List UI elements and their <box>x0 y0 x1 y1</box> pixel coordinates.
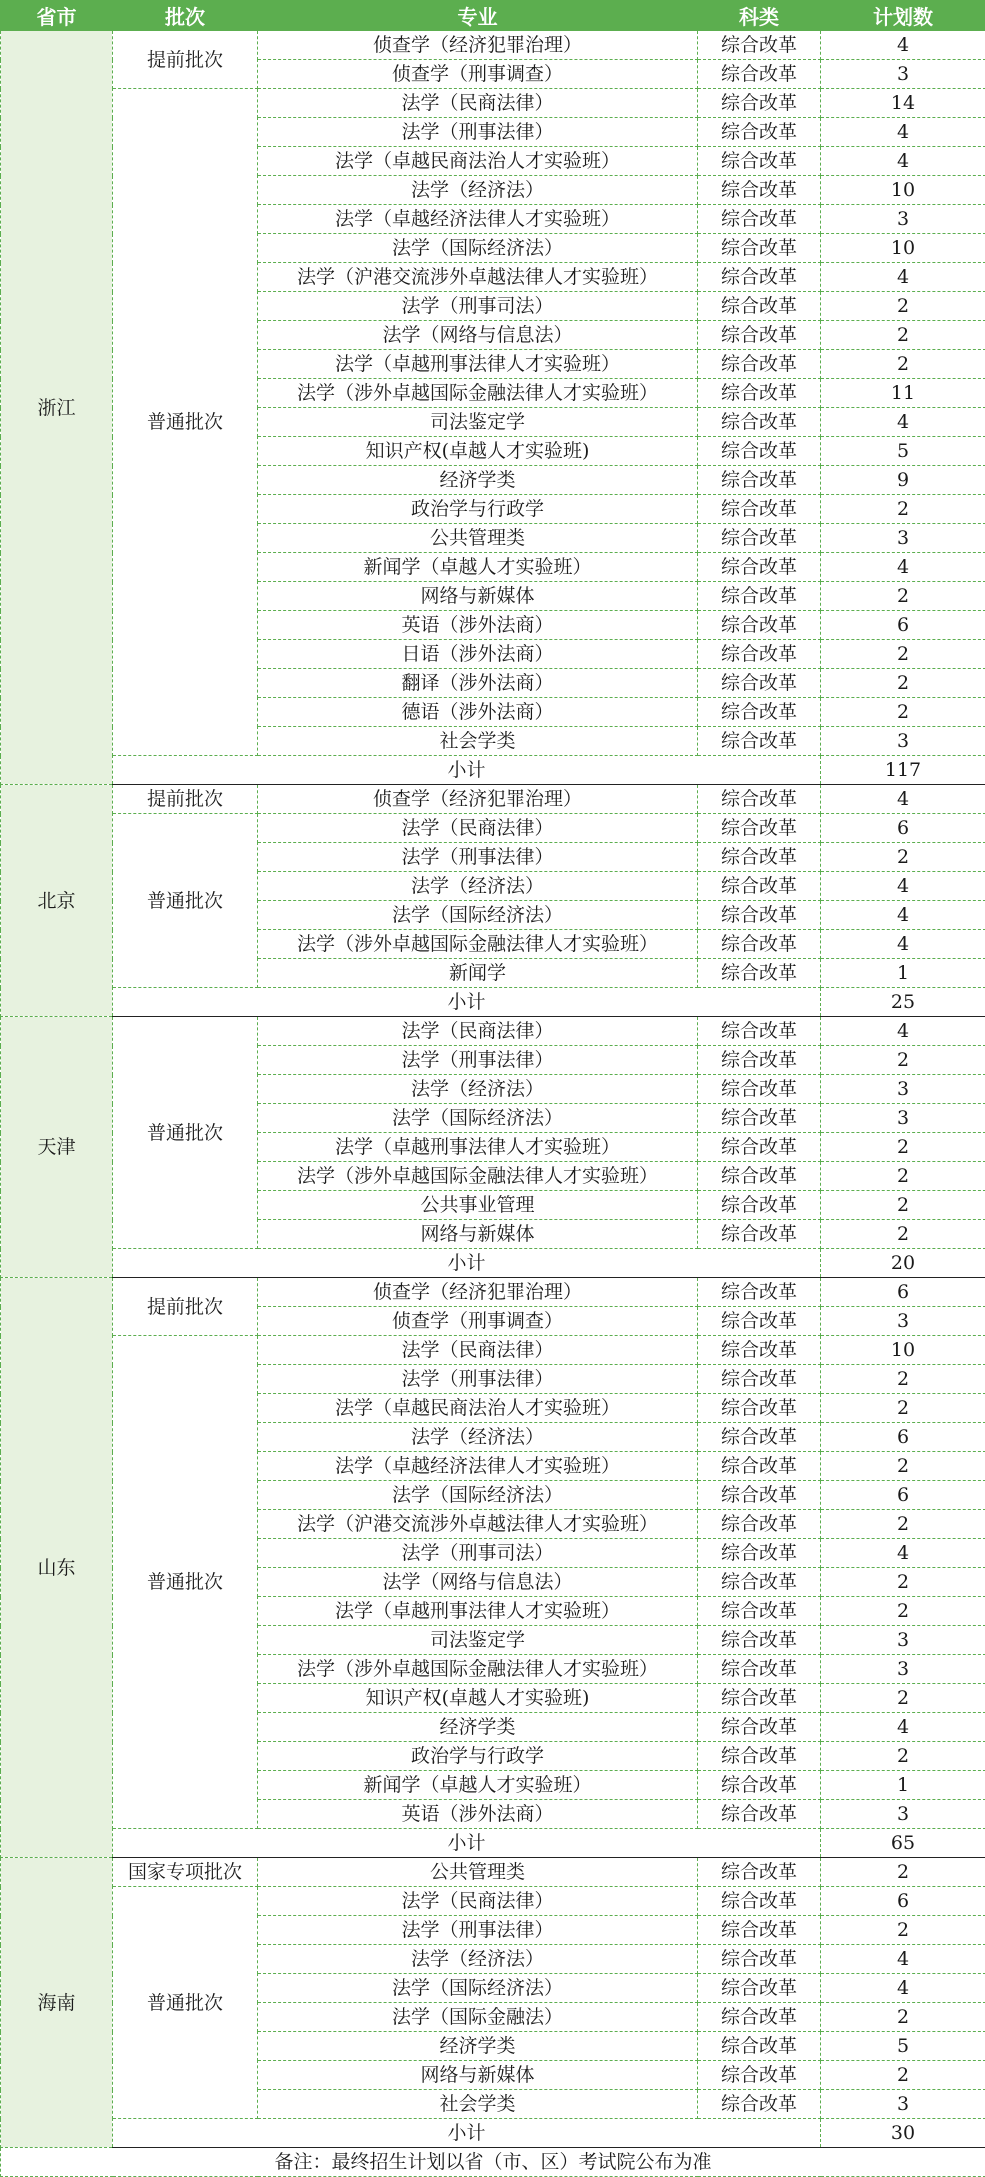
subtotal-value: 65 <box>821 1829 985 1858</box>
count-cell: 10 <box>821 234 985 263</box>
major-cell: 法学（国际经济法） <box>258 901 698 930</box>
province-cell: 山东 <box>1 1278 113 1858</box>
major-cell: 法学（沪港交流涉外卓越法律人才实验班） <box>258 263 698 292</box>
count-cell: 2 <box>821 1046 985 1075</box>
batch-cell: 普通批次 <box>113 1017 258 1249</box>
major-cell: 法学（民商法律） <box>258 89 698 118</box>
count-cell: 14 <box>821 89 985 118</box>
subtotal-row <box>1 2119 985 2148</box>
header-major: 专业 <box>258 1 698 31</box>
count-cell: 6 <box>821 814 985 843</box>
subject-cell: 综合改革 <box>698 553 821 582</box>
count-cell: 4 <box>821 901 985 930</box>
note-row <box>1 2148 985 2177</box>
count-cell: 6 <box>821 1423 985 1452</box>
major-cell: 侦查学（经济犯罪治理） <box>258 31 698 60</box>
table-row <box>1 1858 985 1887</box>
major-cell: 网络与新媒体 <box>258 1220 698 1249</box>
major-cell: 社会学类 <box>258 2090 698 2119</box>
subject-cell: 综合改革 <box>698 60 821 89</box>
subtotal-row <box>1 756 985 785</box>
subject-cell: 综合改革 <box>698 1046 821 1075</box>
major-cell: 法学（卓越经济法律人才实验班） <box>258 205 698 234</box>
subject-cell: 综合改革 <box>698 1365 821 1394</box>
subject-cell: 综合改革 <box>698 176 821 205</box>
count-cell: 3 <box>821 1800 985 1829</box>
subject-cell: 综合改革 <box>698 234 821 263</box>
major-cell: 经济学类 <box>258 2032 698 2061</box>
count-cell: 2 <box>821 669 985 698</box>
batch-cell: 提前批次 <box>113 785 258 814</box>
count-cell: 3 <box>821 205 985 234</box>
count-cell: 10 <box>821 176 985 205</box>
major-cell: 法学（刑事司法） <box>258 292 698 321</box>
count-cell: 4 <box>821 408 985 437</box>
count-cell: 2 <box>821 843 985 872</box>
subject-cell: 综合改革 <box>698 1191 821 1220</box>
count-cell: 5 <box>821 437 985 466</box>
subject-cell: 综合改革 <box>698 1742 821 1771</box>
major-cell: 法学（经济法） <box>258 176 698 205</box>
subject-cell: 综合改革 <box>698 930 821 959</box>
subject-cell: 综合改革 <box>698 959 821 988</box>
subject-cell: 综合改革 <box>698 2003 821 2032</box>
major-cell: 法学（涉外卓越国际金融法律人才实验班） <box>258 1655 698 1684</box>
subtotal-row <box>1 988 985 1017</box>
subject-cell: 综合改革 <box>698 669 821 698</box>
count-cell: 4 <box>821 553 985 582</box>
subject-cell: 综合改革 <box>698 1017 821 1046</box>
count-cell: 6 <box>821 611 985 640</box>
batch-cell: 普通批次 <box>113 1887 258 2119</box>
count-cell: 2 <box>821 698 985 727</box>
subject-cell: 综合改革 <box>698 2090 821 2119</box>
count-cell: 3 <box>821 727 985 756</box>
subtotal-row <box>1 1829 985 1858</box>
subject-cell: 综合改革 <box>698 1655 821 1684</box>
count-cell: 2 <box>821 321 985 350</box>
major-cell: 侦查学（刑事调查） <box>258 60 698 89</box>
major-cell: 法学（刑事法律） <box>258 843 698 872</box>
subject-cell: 综合改革 <box>698 1945 821 1974</box>
subject-cell: 综合改革 <box>698 1626 821 1655</box>
subject-cell: 综合改革 <box>698 379 821 408</box>
count-cell: 4 <box>821 1945 985 1974</box>
major-cell: 法学（国际经济法） <box>258 234 698 263</box>
subject-cell: 综合改革 <box>698 1307 821 1336</box>
subject-cell: 综合改革 <box>698 2032 821 2061</box>
major-cell: 法学（民商法律） <box>258 814 698 843</box>
subject-cell: 综合改革 <box>698 1394 821 1423</box>
major-cell: 知识产权(卓越人才实验班) <box>258 437 698 466</box>
major-cell: 公共管理类 <box>258 524 698 553</box>
count-cell: 2 <box>821 1365 985 1394</box>
subtotal-label: 小计 <box>113 1829 821 1858</box>
subject-cell: 综合改革 <box>698 872 821 901</box>
table-row <box>1 31 985 60</box>
subject-cell: 综合改革 <box>698 524 821 553</box>
count-cell: 2 <box>821 1162 985 1191</box>
count-cell: 5 <box>821 2032 985 2061</box>
count-cell: 10 <box>821 1336 985 1365</box>
subject-cell: 综合改革 <box>698 495 821 524</box>
major-cell: 经济学类 <box>258 466 698 495</box>
subject-cell: 综合改革 <box>698 1133 821 1162</box>
count-cell: 1 <box>821 1771 985 1800</box>
count-cell: 3 <box>821 2090 985 2119</box>
count-cell: 4 <box>821 1974 985 2003</box>
major-cell: 法学（沪港交流涉外卓越法律人才实验班） <box>258 1510 698 1539</box>
major-cell: 法学（民商法律） <box>258 1336 698 1365</box>
major-cell: 政治学与行政学 <box>258 1742 698 1771</box>
subject-cell: 综合改革 <box>698 1336 821 1365</box>
subtotal-value: 20 <box>821 1249 985 1278</box>
batch-cell: 提前批次 <box>113 31 258 89</box>
count-cell: 9 <box>821 466 985 495</box>
table-row <box>1 1887 985 1916</box>
subject-cell: 综合改革 <box>698 1974 821 2003</box>
count-cell: 3 <box>821 524 985 553</box>
count-cell: 2 <box>821 1597 985 1626</box>
major-cell: 网络与新媒体 <box>258 582 698 611</box>
subject-cell: 综合改革 <box>698 1075 821 1104</box>
major-cell: 法学（卓越民商法治人才实验班） <box>258 1394 698 1423</box>
major-cell: 法学（刑事法律） <box>258 1046 698 1075</box>
major-cell: 法学（国际金融法） <box>258 2003 698 2032</box>
count-cell: 2 <box>821 1191 985 1220</box>
count-cell: 1 <box>821 959 985 988</box>
subtotal-label: 小计 <box>113 756 821 785</box>
major-cell: 法学（涉外卓越国际金融法律人才实验班） <box>258 1162 698 1191</box>
subtotal-value: 117 <box>821 756 985 785</box>
major-cell: 法学（民商法律） <box>258 1887 698 1916</box>
subject-cell: 综合改革 <box>698 1684 821 1713</box>
major-cell: 法学（国际经济法） <box>258 1104 698 1133</box>
subject-cell: 综合改革 <box>698 292 821 321</box>
count-cell: 2 <box>821 2061 985 2090</box>
subject-cell: 综合改革 <box>698 1858 821 1887</box>
subject-cell: 综合改革 <box>698 1510 821 1539</box>
subject-cell: 综合改革 <box>698 843 821 872</box>
major-cell: 法学（卓越民商法治人才实验班） <box>258 147 698 176</box>
header-count: 计划数 <box>821 1 985 31</box>
major-cell: 经济学类 <box>258 1713 698 1742</box>
subject-cell: 综合改革 <box>698 1539 821 1568</box>
subject-cell: 综合改革 <box>698 31 821 60</box>
major-cell: 政治学与行政学 <box>258 495 698 524</box>
count-cell: 2 <box>821 1452 985 1481</box>
subject-cell: 综合改革 <box>698 1713 821 1742</box>
subject-cell: 综合改革 <box>698 1800 821 1829</box>
major-cell: 法学（卓越刑事法律人才实验班） <box>258 1597 698 1626</box>
subject-cell: 综合改革 <box>698 727 821 756</box>
table-row <box>1 89 985 118</box>
count-cell: 6 <box>821 1278 985 1307</box>
major-cell: 新闻学（卓越人才实验班） <box>258 1771 698 1800</box>
major-cell: 德语（涉外法商） <box>258 698 698 727</box>
count-cell: 3 <box>821 1104 985 1133</box>
major-cell: 司法鉴定学 <box>258 1626 698 1655</box>
count-cell: 2 <box>821 1916 985 1945</box>
subject-cell: 综合改革 <box>698 1278 821 1307</box>
table-row <box>1 1017 985 1046</box>
subject-cell: 综合改革 <box>698 89 821 118</box>
count-cell: 3 <box>821 1075 985 1104</box>
major-cell: 网络与新媒体 <box>258 2061 698 2090</box>
count-cell: 4 <box>821 872 985 901</box>
subject-cell: 综合改革 <box>698 1771 821 1800</box>
subject-cell: 综合改革 <box>698 263 821 292</box>
batch-cell: 普通批次 <box>113 1336 258 1829</box>
count-cell: 3 <box>821 1655 985 1684</box>
province-cell: 北京 <box>1 785 113 1017</box>
count-cell: 4 <box>821 31 985 60</box>
major-cell: 法学（涉外卓越国际金融法律人才实验班） <box>258 379 698 408</box>
count-cell: 2 <box>821 1510 985 1539</box>
subject-cell: 综合改革 <box>698 437 821 466</box>
major-cell: 侦查学（经济犯罪治理） <box>258 785 698 814</box>
count-cell: 4 <box>821 147 985 176</box>
major-cell: 日语（涉外法商） <box>258 640 698 669</box>
subject-cell: 综合改革 <box>698 611 821 640</box>
subject-cell: 综合改革 <box>698 640 821 669</box>
footnote: 备注：最终招生计划以省（市、区）考试院公布为准 <box>1 2148 985 2177</box>
count-cell: 3 <box>821 60 985 89</box>
count-cell: 3 <box>821 1626 985 1655</box>
count-cell: 4 <box>821 1539 985 1568</box>
count-cell: 2 <box>821 1133 985 1162</box>
count-cell: 2 <box>821 640 985 669</box>
count-cell: 2 <box>821 350 985 379</box>
subject-cell: 综合改革 <box>698 901 821 930</box>
header-subject: 科类 <box>698 1 821 31</box>
batch-cell: 国家专项批次 <box>113 1858 258 1887</box>
subject-cell: 综合改革 <box>698 698 821 727</box>
count-cell: 2 <box>821 1568 985 1597</box>
major-cell: 法学（卓越刑事法律人才实验班） <box>258 1133 698 1162</box>
subject-cell: 综合改革 <box>698 582 821 611</box>
major-cell: 侦查学（经济犯罪治理） <box>258 1278 698 1307</box>
major-cell: 法学（卓越刑事法律人才实验班） <box>258 350 698 379</box>
count-cell: 4 <box>821 1713 985 1742</box>
count-cell: 6 <box>821 1887 985 1916</box>
subject-cell: 综合改革 <box>698 1452 821 1481</box>
header-batch: 批次 <box>113 1 258 31</box>
major-cell: 司法鉴定学 <box>258 408 698 437</box>
major-cell: 法学（刑事法律） <box>258 1365 698 1394</box>
major-cell: 英语（涉外法商） <box>258 611 698 640</box>
major-cell: 英语（涉外法商） <box>258 1800 698 1829</box>
count-cell: 4 <box>821 785 985 814</box>
subject-cell: 综合改革 <box>698 118 821 147</box>
major-cell: 法学（经济法） <box>258 1075 698 1104</box>
major-cell: 知识产权(卓越人才实验班) <box>258 1684 698 1713</box>
subject-cell: 综合改革 <box>698 1916 821 1945</box>
count-cell: 2 <box>821 495 985 524</box>
count-cell: 2 <box>821 582 985 611</box>
major-cell: 法学（卓越经济法律人才实验班） <box>258 1452 698 1481</box>
province-cell: 天津 <box>1 1017 113 1278</box>
major-cell: 侦查学（刑事调查） <box>258 1307 698 1336</box>
count-cell: 2 <box>821 1220 985 1249</box>
major-cell: 公共管理类 <box>258 1858 698 1887</box>
subject-cell: 综合改革 <box>698 350 821 379</box>
subject-cell: 综合改革 <box>698 1481 821 1510</box>
table-row <box>1 814 985 843</box>
subject-cell: 综合改革 <box>698 321 821 350</box>
header-province: 省市 <box>1 1 113 31</box>
table-body <box>1 31 985 2177</box>
batch-cell: 提前批次 <box>113 1278 258 1336</box>
subject-cell: 综合改革 <box>698 1597 821 1626</box>
subject-cell: 综合改革 <box>698 1423 821 1452</box>
subject-cell: 综合改革 <box>698 1162 821 1191</box>
count-cell: 2 <box>821 1684 985 1713</box>
major-cell: 翻译（涉外法商） <box>258 669 698 698</box>
table-row <box>1 1336 985 1365</box>
major-cell: 法学（国际经济法） <box>258 1974 698 2003</box>
table-row <box>1 785 985 814</box>
subtotal-row <box>1 1249 985 1278</box>
count-cell: 2 <box>821 1742 985 1771</box>
subject-cell: 综合改革 <box>698 814 821 843</box>
major-cell: 法学（刑事法律） <box>258 1916 698 1945</box>
table-row <box>1 1278 985 1307</box>
major-cell: 公共事业管理 <box>258 1191 698 1220</box>
subject-cell: 综合改革 <box>698 785 821 814</box>
subject-cell: 综合改革 <box>698 1104 821 1133</box>
major-cell: 法学（国际经济法） <box>258 1481 698 1510</box>
count-cell: 4 <box>821 263 985 292</box>
count-cell: 6 <box>821 1481 985 1510</box>
count-cell: 2 <box>821 1394 985 1423</box>
major-cell: 新闻学 <box>258 959 698 988</box>
batch-cell: 普通批次 <box>113 89 258 756</box>
major-cell: 法学（刑事法律） <box>258 118 698 147</box>
subtotal-label: 小计 <box>113 1249 821 1278</box>
province-cell: 浙江 <box>1 31 113 785</box>
count-cell: 4 <box>821 118 985 147</box>
count-cell: 4 <box>821 1017 985 1046</box>
subject-cell: 综合改革 <box>698 466 821 495</box>
header-row <box>1 1 985 31</box>
major-cell: 法学（经济法） <box>258 872 698 901</box>
major-cell: 法学（经济法） <box>258 1423 698 1452</box>
major-cell: 法学（网络与信息法） <box>258 321 698 350</box>
subject-cell: 综合改革 <box>698 2061 821 2090</box>
major-cell: 社会学类 <box>258 727 698 756</box>
count-cell: 2 <box>821 2003 985 2032</box>
count-cell: 11 <box>821 379 985 408</box>
subtotal-value: 25 <box>821 988 985 1017</box>
count-cell: 4 <box>821 930 985 959</box>
subject-cell: 综合改革 <box>698 408 821 437</box>
major-cell: 法学（涉外卓越国际金融法律人才实验班） <box>258 930 698 959</box>
major-cell: 新闻学（卓越人才实验班） <box>258 553 698 582</box>
count-cell: 3 <box>821 1307 985 1336</box>
major-cell: 法学（经济法） <box>258 1945 698 1974</box>
batch-cell: 普通批次 <box>113 814 258 988</box>
major-cell: 法学（民商法律） <box>258 1017 698 1046</box>
subject-cell: 综合改革 <box>698 1220 821 1249</box>
count-cell: 2 <box>821 292 985 321</box>
subtotal-value: 30 <box>821 2119 985 2148</box>
major-cell: 法学（刑事司法） <box>258 1539 698 1568</box>
subtotal-label: 小计 <box>113 2119 821 2148</box>
subject-cell: 综合改革 <box>698 1887 821 1916</box>
count-cell: 2 <box>821 1858 985 1887</box>
major-cell: 法学（网络与信息法） <box>258 1568 698 1597</box>
subject-cell: 综合改革 <box>698 147 821 176</box>
subject-cell: 综合改革 <box>698 1568 821 1597</box>
subtotal-label: 小计 <box>113 988 821 1017</box>
province-cell: 海南 <box>1 1858 113 2148</box>
subject-cell: 综合改革 <box>698 205 821 234</box>
